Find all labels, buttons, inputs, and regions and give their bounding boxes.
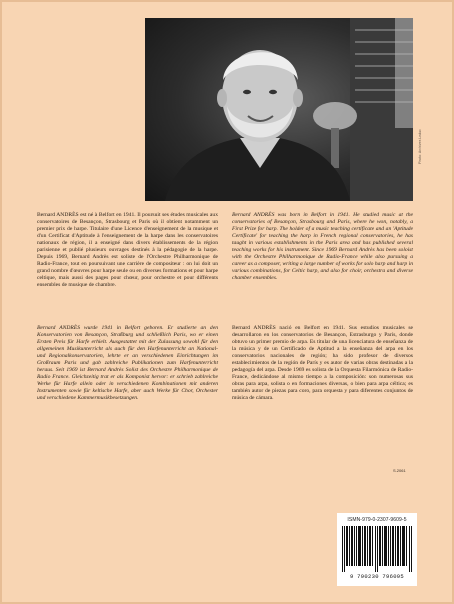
- composer-photo: [145, 18, 413, 201]
- photo-credit: Photo: Archives Leduc: [418, 129, 422, 164]
- isbn-text: ISMN-979-0-2307-9609-5: [347, 517, 407, 523]
- barcode-digits: 9 790230 796095: [349, 573, 404, 580]
- barcode-graphic: [341, 526, 413, 572]
- barcode-label: [337, 513, 417, 586]
- biography-german: Bernard ANDRÈS wurde 1941 in Belfort geboren. Er studierte an den Konservatorien von Besançon, Straßburg und schließlich Paris, wo er einen Ersten Preis für Harfe erhielt. Ausgestattet mit der Zulassung sowohl für den allgemeinen Musikunterricht als auch für den Harfenunterricht an National- und Regionalkonservatorien, lehrte er an verschiedenen Einrichtungen im Großraum Paris und gab zahlreiche Publikationen zum Harfenunterricht heraus. Seit 1969 ist Bernard Andrès Solist des Orchestre Philharmonique de Radio France. Gleichzeitig trat er als Komponist hervor: er schrieb zahlreiche Werke für Harfe allein oder in verschiedenen Kombinationen mit anderen Instrumenten sowie für keltische Harfe, aber auch Werke für Chor, Orchester und verschiedene Kammermusikbesetzungen.: [37, 325, 218, 401]
- catalog-code: S.2061: [393, 468, 406, 473]
- biography-french: Bernard ANDRÈS est né à Belfort en 1941. Il poursuit ses études musicales aux conservatoires de Besançon, Strasbourg et Paris où il obtient notamment un premier prix de harpe. Titulaire d'une Licence d'enseignement de la musique et d'un Certificat d'Aptitude à l'enseignement de la harpe dans les conservatoires nationaux de région, il a enseigné dans divers établissements de la région parisienne et publié plusieurs ouvrages destinés à la pédagogie de la harpe. Depuis 1969, Bernard Andrès est soliste de l'Orchestre Philharmonique de Radio-France, tout en poursuivant une carrière de compositeur : on lui doit un grand nombre d'œuvres pour harpe seule ou en diverses formations et pour harpe celtique, mais aussi des pages pour chœur, pour orchestre et pour différents ensembles de musique de chambre.: [37, 212, 218, 288]
- biography-english: Bernard ANDRÈS was born in Belfort in 1941. He studied music at the conservatories of Besançon, Strasbourg and Paris, where he won, notably, a First Prize for harp. The holder of a music teaching certificate and an 'Aptitude Certificate' for teaching the harp in French regional conservatories, he has taught in various establishments in the Paris area and has published several teaching works for his instrument. Since 1969 Bernard Andrès has been soloist with the Orchestre Philharmonique de Radio-France while also pursuing a career as a composer, writing a large number of works for solo harp and harp in various combinations, for Celtic harp, and also for choir, orchestra and diverse chamber ensembles.: [232, 212, 413, 281]
- biography-spanish: Bernard ANDRÈS nació en Belfort en 1941. Sus estudios musicales se desarrollaron en los conservatorios de Besançon, Estrasburgo y París, donde obtuvo un primer premio de arpa. Es titular de una licenciatura de enseñanza de la música y de un Certificado de Aptitud a la enseñanza del arpa en los conservatorios nacionales de región; ha sido profesor de diversos establecimientos de la región de París y es autor de varias obras destinadas a la pedagogía del arpa. Desde 1969 es solista de la Orquesta Filarmónica de Radio-France, dedicándose al mismo tiempo a la composición: son numerosas sus obras para arpa, solista o en formaciones diversas, o bien para arpa céltica; es también autor de piezas para coro, para orquesta y para diferentes conjuntos de música de cámara.: [232, 325, 413, 401]
- composer-portrait-illustration: [145, 18, 413, 201]
